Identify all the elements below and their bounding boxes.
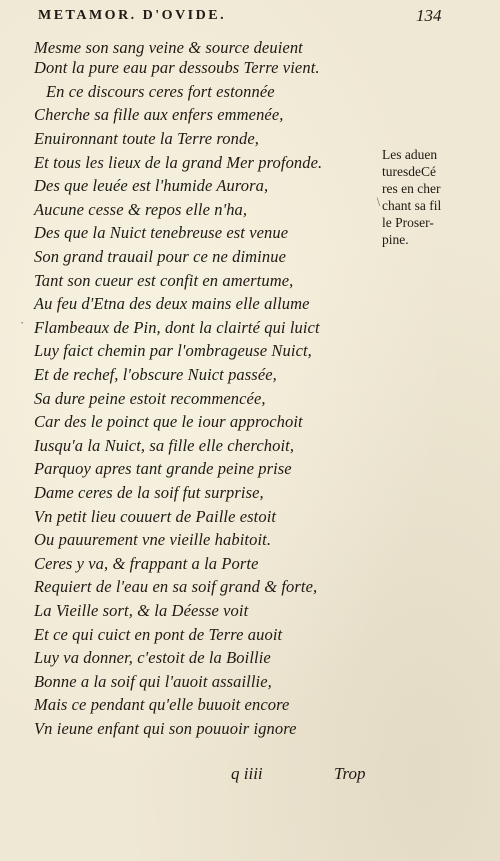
verse-line: Ou pauurement vne vieille habitoit. — [34, 530, 272, 549]
verse-line: Mesme son sang veine & source deuient — [34, 38, 303, 57]
verse-line: Vn petit lieu couuert de Paille estoit — [34, 507, 277, 526]
margin-note-line: turesdeCé — [382, 164, 436, 179]
print-mark: ﹨ — [372, 193, 386, 208]
running-title: METAMOR. D'OVIDE. — [38, 8, 227, 23]
verse-line: Iusqu'a la Nuict, sa fille elle cherchoit, — [34, 436, 295, 455]
verse-line: Bonne a la soif qui l'auoit assaillie, — [34, 672, 272, 691]
margin-note-line: le Proser- — [382, 215, 434, 230]
verse-line: Et de rechef, l'obscure Nuict passée, — [34, 365, 277, 384]
verse-line: Mais ce pendant qu'elle buuoit encore — [34, 695, 290, 714]
verse-line: Son grand trauail pour ce ne diminue — [34, 247, 286, 266]
verse-line: Et ce qui cuict en pont de Terre auoit — [34, 625, 283, 644]
margin-note-line: pine. — [382, 232, 409, 247]
verse-line: Aucune cesse & repos elle n'ha, — [34, 200, 248, 219]
verse-line: Des que leuée est l'humide Aurora, — [34, 176, 269, 195]
verse-line: Luy va donner, c'estoit de la Boillie — [34, 648, 271, 667]
verse-line: Sa dure peine estoit recommencée, — [34, 389, 266, 408]
margin-note — [382, 146, 492, 248]
verse-line: Flambeaux de Pin, dont la clairté qui luict — [34, 318, 320, 337]
verse-line: Dont la pure eau par dessoubs Terre vient. — [34, 58, 320, 77]
verse-line: Des que la Nuict tenebreuse est venue — [34, 223, 289, 242]
verse-line: Au feu d'Etna des deux mains elle allume — [34, 294, 310, 313]
page-number: 134 — [416, 6, 442, 25]
verse-line: Vn ieune enfant qui son pouuoir ignore — [34, 719, 297, 738]
verse-line: Car des le poinct que le iour approchoit — [34, 412, 303, 431]
verse-line: La Vieille sort, & la Déesse voit — [34, 601, 249, 620]
catchword: Trop — [334, 764, 366, 783]
verse-line: Parquoy apres tant grande peine prise — [34, 459, 292, 478]
verse-line: En ce discours ceres fort estonnée — [46, 82, 275, 101]
verse-line: Dame ceres de la soif fut surprise, — [34, 483, 264, 502]
verse-line: Requiert de l'eau en sa soif grand & forte, — [34, 577, 318, 596]
margin-note-line: res en cher — [382, 181, 441, 196]
print-mark: · — [20, 315, 25, 330]
verse-line: Luy faict chemin par l'ombrageuse Nuict, — [34, 341, 312, 360]
margin-note-line: Les aduen — [382, 147, 438, 162]
verse-line: Ceres y va, & frappant a la Porte — [34, 554, 259, 573]
verse-line: Tant son cueur est confit en amertume, — [34, 271, 294, 290]
verse-line: Cherche sa fille aux enfers emmenée, — [34, 105, 284, 124]
margin-note-line: chant sa fil — [382, 198, 442, 213]
verse-line: Et tous les lieux de la grand Mer profonde. — [34, 153, 323, 172]
signature-mark: q iiii — [231, 764, 263, 783]
verse-line: Enuironnant toute la Terre ronde, — [34, 129, 259, 148]
